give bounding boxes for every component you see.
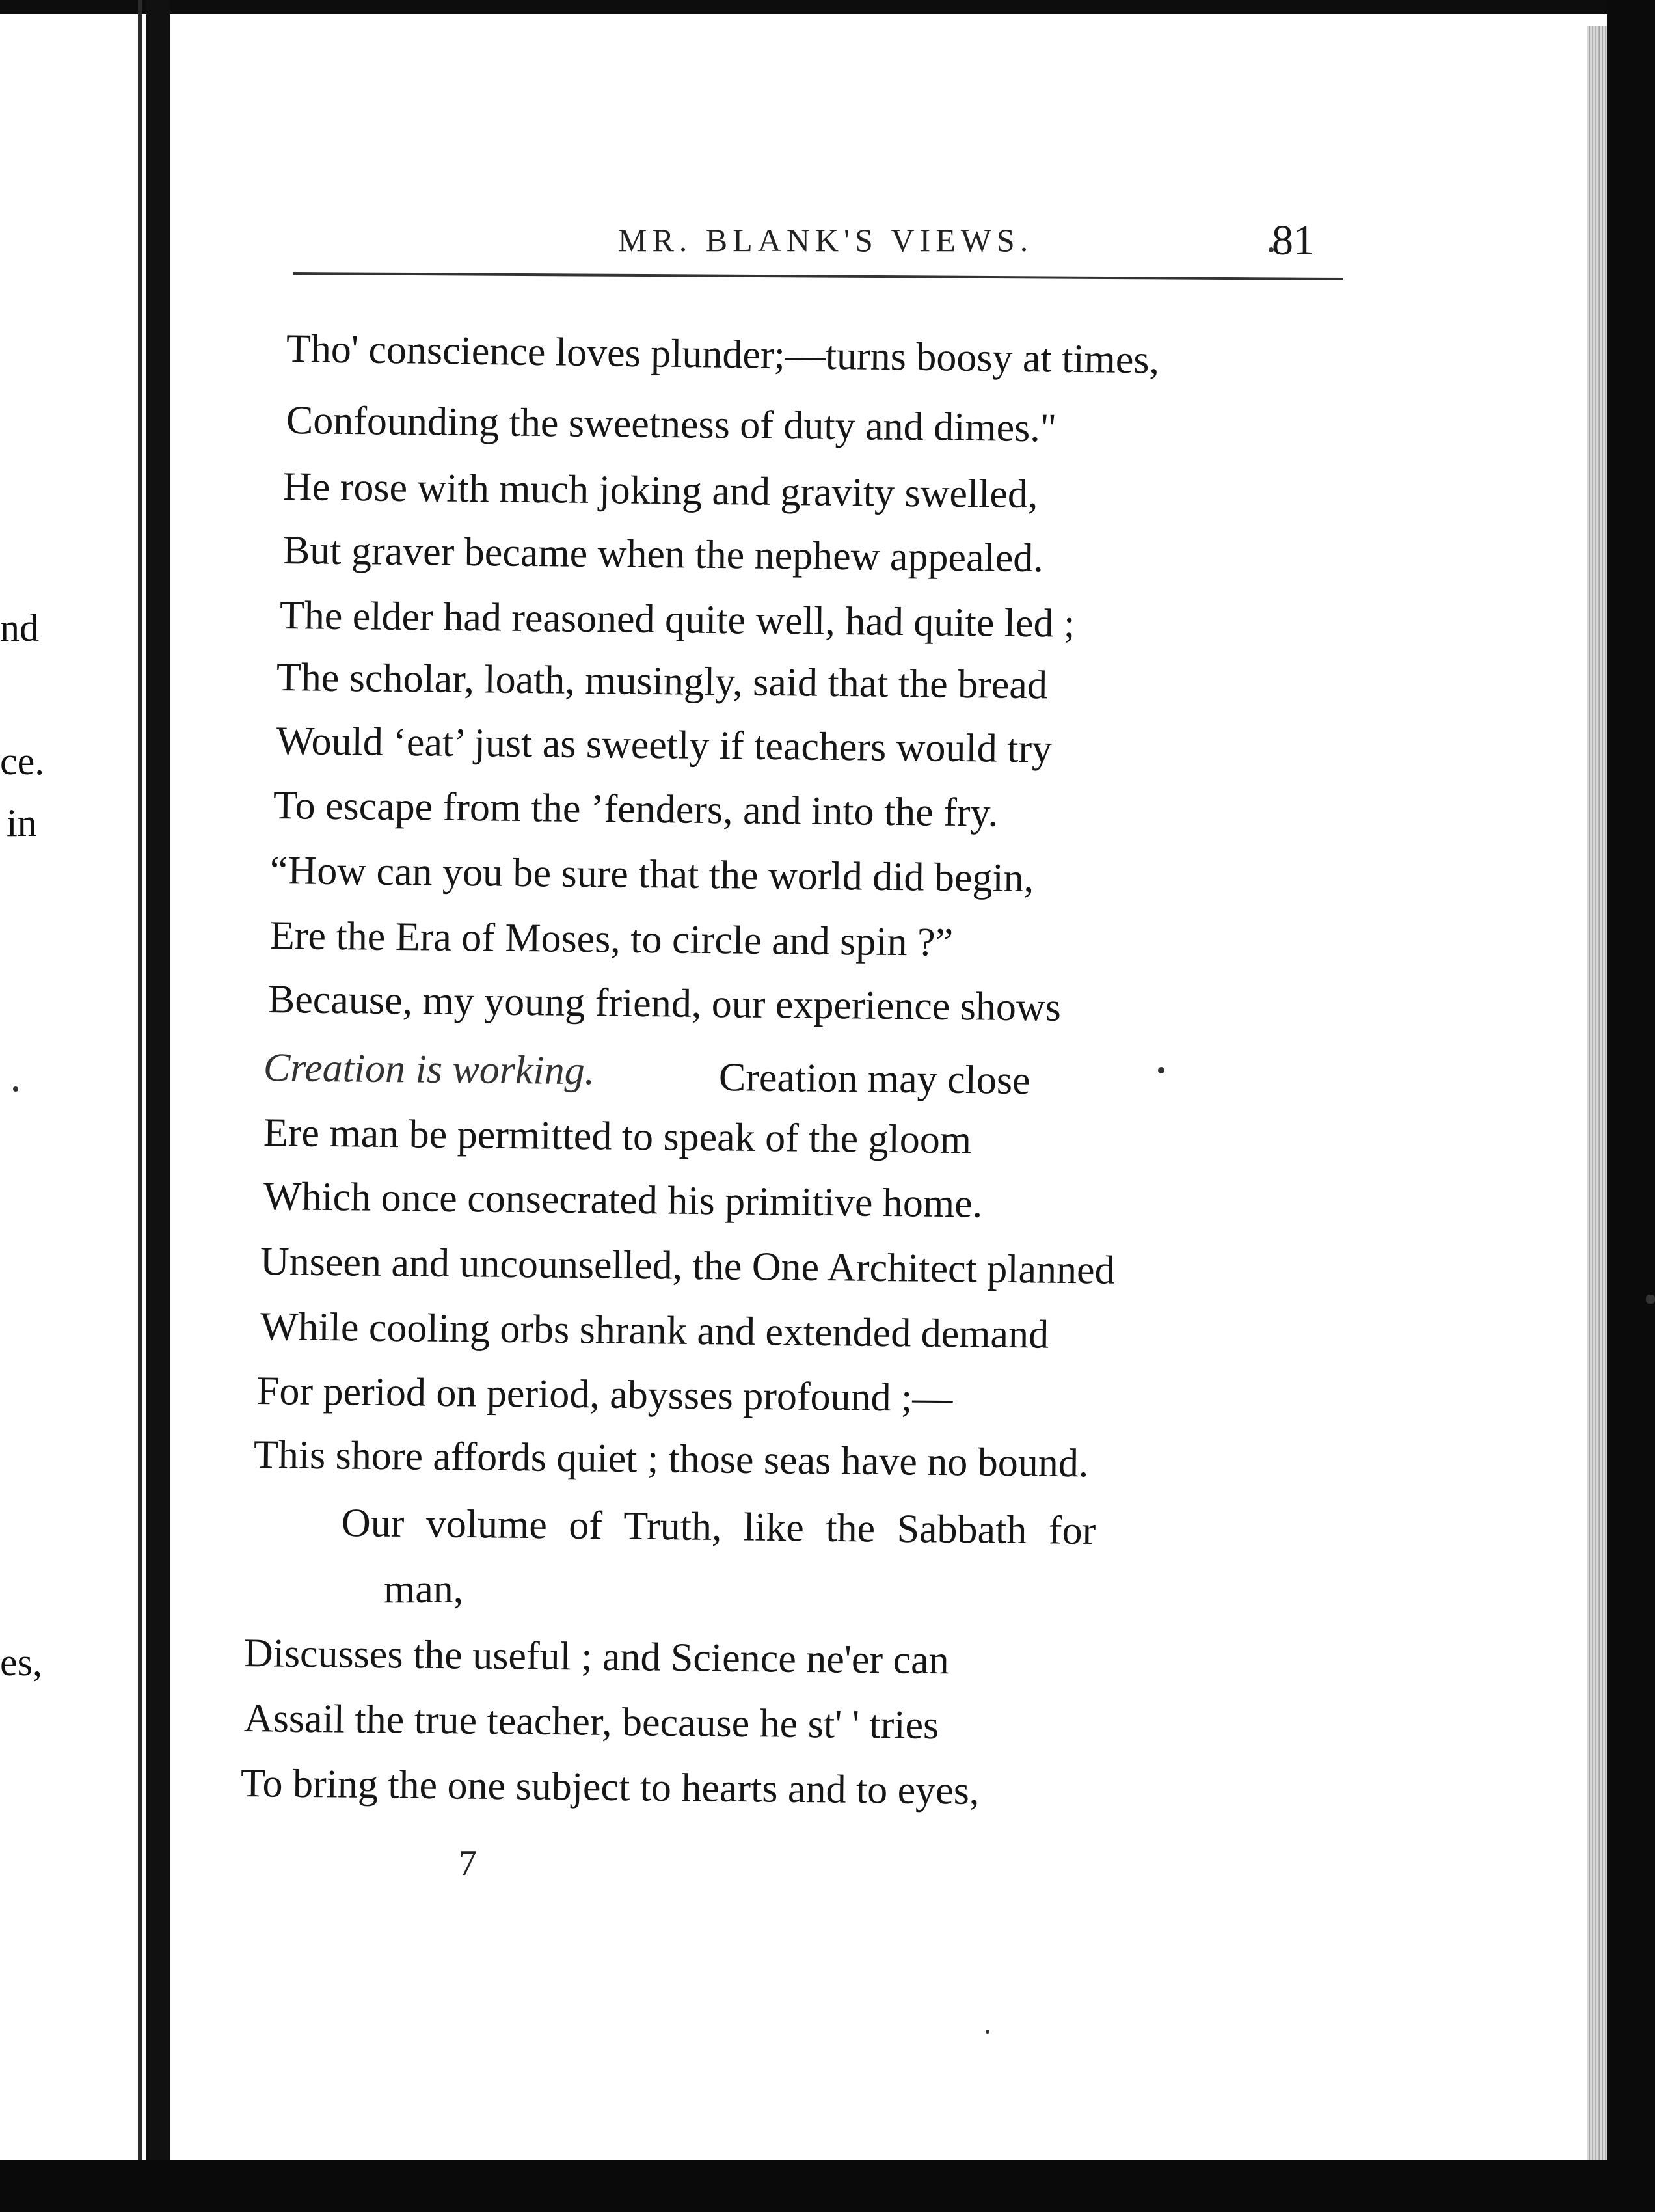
verse-line: While cooling orbs shrank and extended demand <box>260 1304 1049 1357</box>
left-page-fragment: nd <box>0 606 39 649</box>
italic-phrase: Creation is working. <box>263 1045 595 1094</box>
verse-line: Would ‘eat’ just as sweetly if teachers would try <box>276 719 1053 772</box>
verse-line: Assail the true teacher, because he st' ' tries <box>243 1696 939 1748</box>
left-page-fragment: es, <box>0 1641 42 1684</box>
verse-line: To bring the one subject to hearts and to eyes, <box>240 1761 980 1813</box>
left-page-fragment: ce. <box>0 740 45 783</box>
verse-line: He rose with much joking and gravity swelled, <box>282 465 1038 517</box>
page-number: 81 <box>1272 217 1315 264</box>
scan-speck <box>1158 1067 1164 1073</box>
running-title: MR. BLANK'S VIEWS. <box>618 222 1034 258</box>
verse-line: “How can you be sure that the world did begin, <box>269 848 1034 901</box>
verse-line: Ere the Era of Moses, to circle and spin ?” <box>269 913 954 965</box>
verse-line: But graver became when the nephew appealed. <box>282 528 1044 581</box>
verse-line: The scholar, loath, musingly, said that the bread <box>276 655 1048 708</box>
left-page-fragment: in <box>7 802 37 844</box>
verse-line-indented: Our volume of Truth, like the Sabbath for <box>341 1501 1096 1554</box>
scan-frame-bottom <box>0 2160 1655 2212</box>
verse-line: Confounding the sweetness of duty and dimes." <box>286 398 1057 451</box>
scan-speck <box>1646 1295 1655 1304</box>
verse-line: This shore affords quiet ; those seas have no bound. <box>253 1433 1089 1486</box>
verse-line: Tho' conscience loves plunder;—turns boosy at times, <box>286 327 1160 383</box>
verse-line-turnover: man, <box>384 1567 464 1612</box>
left-page-edge <box>138 0 142 2166</box>
scan-frame-right <box>1607 0 1655 2212</box>
verse-line: Unseen and uncounselled, the One Architect planned <box>260 1239 1115 1293</box>
page-edges <box>1587 26 1609 2166</box>
header-rule <box>293 272 1343 280</box>
verse-line: Because, my young friend, our experience shows <box>267 977 1062 1030</box>
scan-frame-top <box>0 0 1655 14</box>
scan-speck <box>986 2030 989 2034</box>
verse-line: To escape from the ’fenders, and into the fry. <box>273 783 999 835</box>
verse-line-italic <box>263 1045 595 1094</box>
signature-mark: 7 <box>459 1843 477 1883</box>
verse-line: Creation may close <box>718 1055 1030 1103</box>
verse-line: Ere man be permitted to speak of the gloom <box>263 1111 972 1163</box>
verse-line: The elder had reasoned quite well, had quite led ; <box>279 593 1075 646</box>
scan-speck <box>13 1086 18 1092</box>
book-gutter <box>146 0 170 2166</box>
verse-line: For period on period, abysses profound ;— <box>256 1369 953 1421</box>
verse-line: Which once consecrated his primitive home. <box>263 1174 983 1226</box>
verse-line: Discusses the useful ; and Science ne'er can <box>243 1631 950 1683</box>
